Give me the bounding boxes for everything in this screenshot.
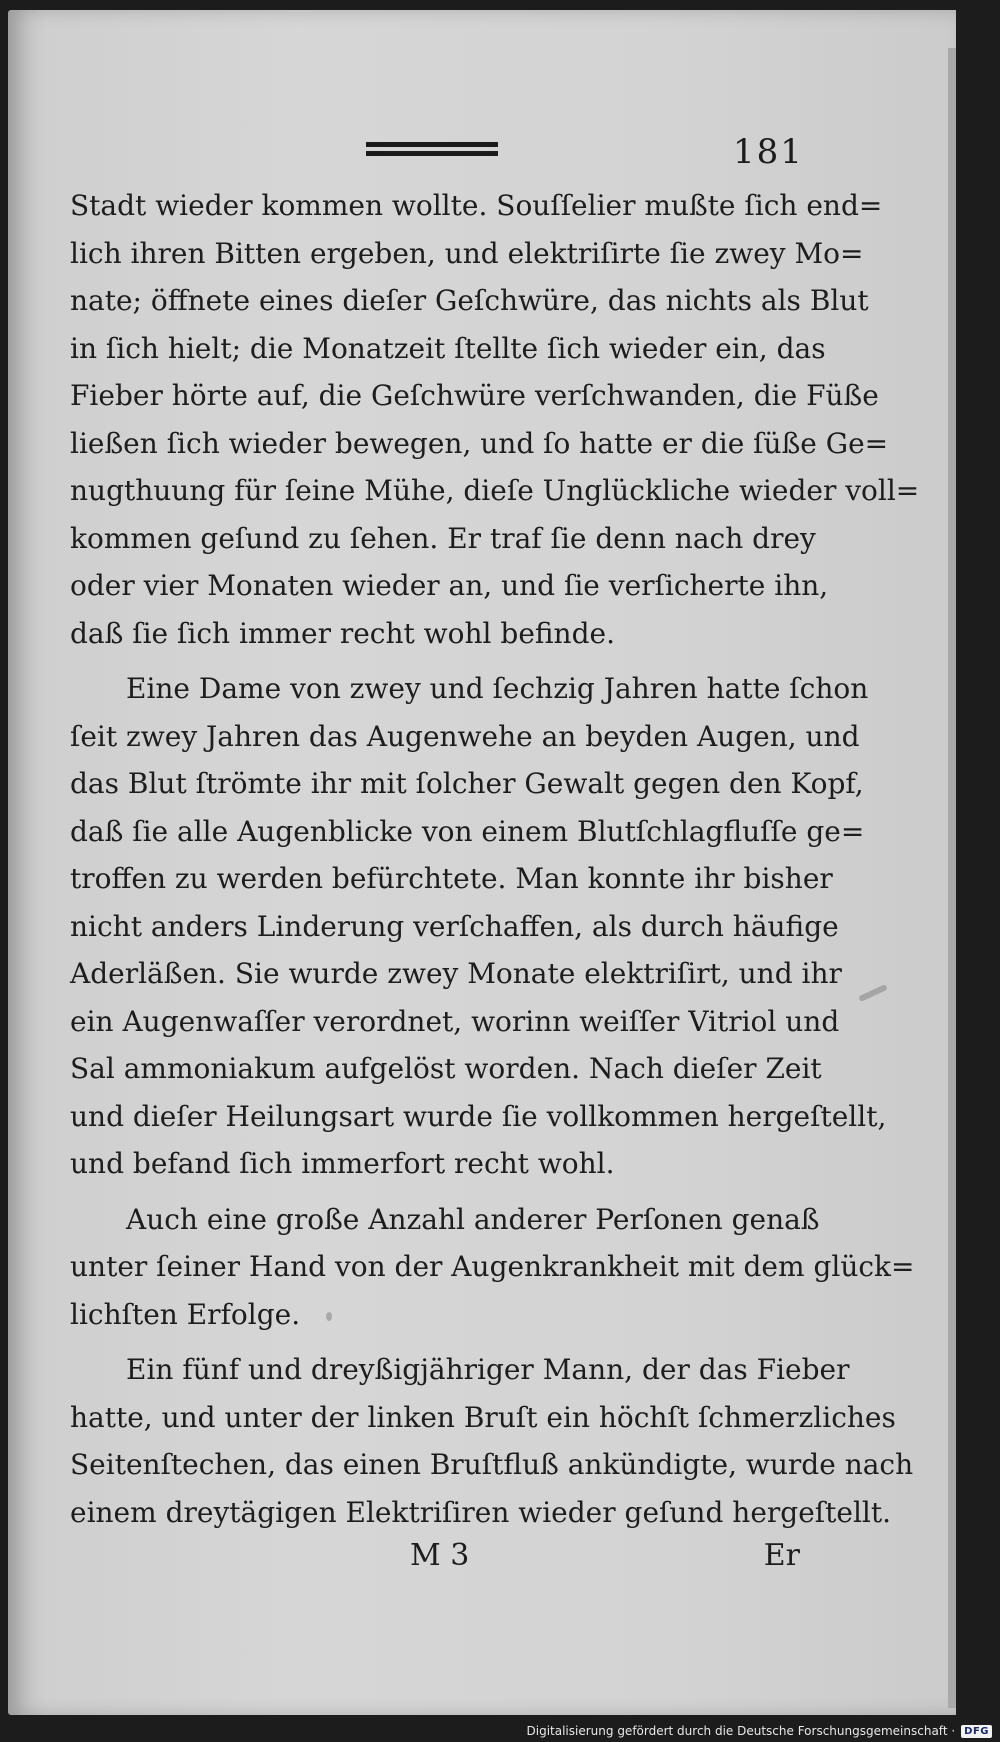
text-line: lich ihren Bitten ergeben, und elektriſirte ſie zwey Mo= bbox=[70, 236, 864, 270]
text-line: und dieſer Heilungsart wurde ſie vollkommen hergeſtellt, bbox=[70, 1099, 887, 1133]
text-line: nicht anders Linderung verſchaffen, als durch häufige bbox=[70, 909, 839, 943]
paragraph-gap bbox=[70, 657, 800, 665]
paper-speck bbox=[858, 984, 888, 1002]
text-line: hatte, und unter der linken Bruſt ein höchſt ſchmerzliches bbox=[70, 1400, 896, 1434]
text-line: Aderläßen. Sie wurde zwey Monate elektriſirt, und ihr bbox=[70, 957, 842, 990]
text-line: unter ſeiner Hand von der Augenkrankheit mit dem glück= bbox=[70, 1250, 915, 1283]
paragraph-gap bbox=[70, 1338, 800, 1346]
text-line: Stadt wieder kommen wollte. Souſſelier mußte ſich end= bbox=[70, 189, 883, 222]
text-line: daß ſie ſich immer recht wohl befinde. bbox=[70, 616, 615, 650]
credit-text: Digitalisierung gefördert durch die Deutsche Forschungsgemeinschaft · bbox=[526, 1724, 956, 1738]
text-line: Eine Dame von zwey und ſechzig Jahren hatte ſchon bbox=[126, 672, 869, 705]
text-line: Sal ammoniakum aufgelöst worden. Nach dieſer Zeit bbox=[70, 1052, 822, 1085]
text-line: daß ſie alle Augenblicke von einem Blutſchlagfluſſe ge= bbox=[70, 814, 865, 848]
text-line: ein Augenwaſſer verordnet, worinn weiſſer Vitriol und bbox=[70, 1004, 840, 1038]
page-edge bbox=[948, 48, 956, 1708]
body-text bbox=[70, 182, 920, 1536]
text-line: lichſten Erfolge. bbox=[70, 1297, 301, 1331]
text-line: kommen geſund zu ſehen. Er traf ſie denn nach drey bbox=[70, 521, 816, 555]
text-line: Fieber hörte auf, die Geſchwüre verſchwanden, die Füße bbox=[70, 379, 879, 412]
header-rule bbox=[366, 142, 498, 156]
text-line: Ein fünf und dreyßigjähriger Mann, der das Fieber bbox=[126, 1353, 850, 1386]
text-line: einem dreytägigen Elektriſiren wieder geſund hergeſtellt. bbox=[70, 1495, 892, 1529]
text-line: nugthuung für ſeine Mühe, dieſe Unglückliche wieder voll= bbox=[70, 474, 920, 507]
text-line: oder vier Monaten wieder an, und ſie verſicherte ihn, bbox=[70, 569, 829, 602]
page-number: 181 bbox=[733, 132, 804, 172]
book-page bbox=[8, 10, 956, 1715]
text-line: Seitenſtechen, das einen Bruſtfluß ankündigte, wurde nach bbox=[70, 1448, 914, 1481]
text-line: Auch eine große Anzahl anderer Perſonen genaß bbox=[126, 1202, 820, 1236]
dfg-logo: DFG bbox=[961, 1725, 992, 1738]
text-line: ließen ſich wieder bewegen, und ſo hatte er die ſüße Ge= bbox=[70, 426, 889, 460]
text-line: das Blut ſtrömte ihr mit ſolcher Gewalt gegen den Kopf, bbox=[70, 767, 864, 800]
digitization-credit bbox=[527, 1720, 992, 1742]
printer-signature: M 3 bbox=[410, 1538, 470, 1573]
text-line: troffen zu werden befürchtete. Man konnte ihr bisher bbox=[70, 862, 833, 895]
text-line: nate; öffnete eines dieſer Geſchwüre, das nichts als Blut bbox=[70, 284, 869, 317]
text-line: ſeit zwey Jahren das Augenwehe an beyden Augen, und bbox=[70, 719, 860, 753]
catchword: Er bbox=[763, 1538, 800, 1573]
paper-speck bbox=[326, 1312, 332, 1321]
paragraph-gap bbox=[70, 1188, 800, 1196]
text-line: in ſich hielt; die Monatzeit ſtellte ſich wieder ein, das bbox=[70, 331, 826, 365]
text-line: und befand ſich immerfort recht wohl. bbox=[70, 1147, 615, 1180]
